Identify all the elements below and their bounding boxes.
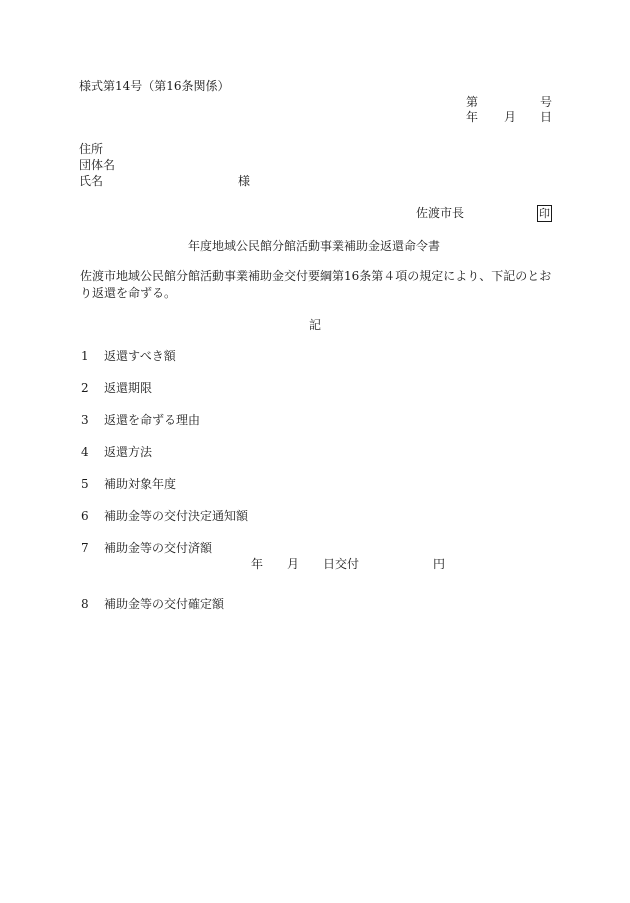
- document-title: 年度地域公民館分館活動事業補助金返還命令書: [188, 239, 441, 253]
- item-number: 4: [81, 445, 89, 459]
- recipient-address: 住所: [79, 142, 104, 156]
- number-dai: 第: [466, 95, 479, 109]
- item-number: 1: [81, 349, 89, 363]
- item7-year: 年: [251, 557, 264, 571]
- item-number: 2: [81, 381, 89, 395]
- date-year: 年: [466, 110, 479, 124]
- item-number: 5: [81, 477, 89, 491]
- date-month: 月: [504, 110, 517, 124]
- recipient-honorific: 様: [238, 174, 251, 188]
- item-number: 3: [81, 413, 89, 427]
- item-label: 返還を命ずる理由: [104, 413, 201, 427]
- item-label: 補助金等の交付決定通知額: [104, 509, 249, 523]
- item-number: 8: [81, 597, 89, 611]
- recipient-name: 氏名: [79, 174, 104, 188]
- item-label: 補助対象年度: [104, 477, 177, 491]
- item-number: 6: [81, 509, 89, 523]
- issuer-title: 佐渡市長: [416, 206, 465, 220]
- item-label: 補助金等の交付済額: [104, 541, 213, 555]
- item-label: 返還すべき額: [104, 349, 176, 363]
- date-day: 日: [540, 110, 553, 124]
- seal-label: 印: [539, 207, 550, 220]
- item-label: 返還方法: [104, 445, 153, 459]
- item-label: 返還期限: [104, 381, 153, 395]
- item-label: 補助金等の交付確定額: [104, 597, 225, 611]
- recipient-organization: 団体名: [79, 158, 116, 172]
- item7-month: 月: [287, 557, 300, 571]
- number-go: 号: [540, 95, 553, 109]
- item7-yen: 円: [433, 557, 446, 571]
- ki-heading: 記: [309, 318, 322, 332]
- item-number: 7: [81, 541, 89, 555]
- body-paragraph: 佐渡市地域公民館分館活動事業補助金交付要綱第16条第４項の規定により、下記のとおり返還を命ずる。: [80, 269, 552, 300]
- form-id: 様式第14号（第16条関係）: [79, 79, 230, 93]
- item7-day-delivered: 日交付: [323, 557, 360, 571]
- seal-box: [537, 205, 552, 222]
